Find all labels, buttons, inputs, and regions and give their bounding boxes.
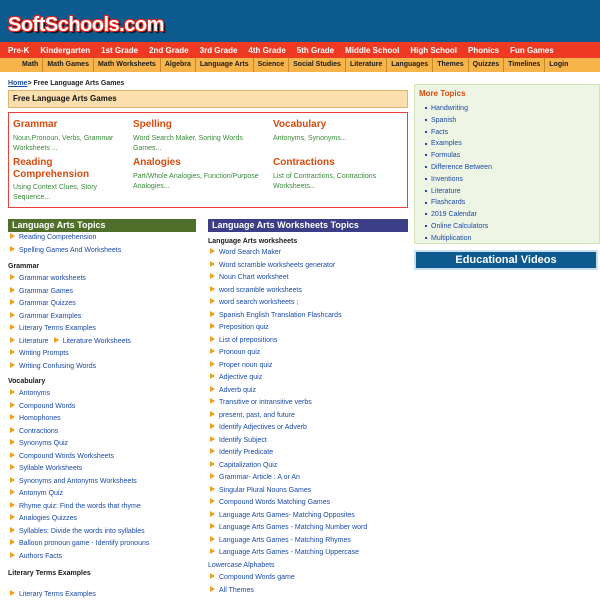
topic-link-label: Language Arts Games - Matching Rhymes: [219, 536, 351, 544]
topic-link-label: Proper noun quiz: [219, 361, 273, 369]
arrow-bullet-icon: [10, 324, 15, 330]
topic-link[interactable]: [10, 390, 50, 397]
arrow-bullet-icon: [210, 286, 215, 292]
games-cell-title[interactable]: Reading Comprehension: [13, 157, 90, 180]
nav-secondary-social-studies[interactable]: Social Studies: [289, 58, 346, 72]
topic-link-label: Adjective quiz: [219, 374, 263, 381]
topic-link[interactable]: [210, 449, 273, 456]
topic-link-label: Language Arts Games - Matching Number word: [219, 524, 368, 531]
arrow-bullet-icon: [10, 414, 15, 420]
educational-videos-banner[interactable]: Educational Videos: [414, 250, 598, 270]
topic-link-label: Literary Terms Examples: [19, 591, 96, 598]
topic-link-label: Literature: [19, 337, 49, 345]
more-topics-item[interactable]: [425, 211, 477, 218]
nav-secondary-languages[interactable]: Languages: [387, 58, 433, 72]
more-topics-item-label: Facts: [431, 128, 449, 136]
more-topics-item[interactable]: [425, 152, 460, 159]
games-cell-spelling[interactable]: [133, 119, 263, 154]
more-topics-item-label: Multiplication: [431, 234, 472, 242]
topic-link-label: Rhyme quiz: Find the words that rhyme: [19, 502, 141, 510]
more-topics-item-label: Inventions: [431, 175, 463, 183]
arrow-bullet-icon: [210, 386, 215, 392]
topic-link-label: Grammar Games: [19, 287, 74, 295]
arrow-bullet-icon: [10, 489, 15, 495]
bullet-dot-icon: [425, 143, 427, 145]
games-cell-analogies[interactable]: [133, 157, 263, 192]
nav-secondary-science[interactable]: Science: [254, 58, 289, 72]
topic-link[interactable]: [210, 324, 269, 331]
arrow-bullet-icon: [210, 298, 215, 304]
games-cell-title[interactable]: Contractions: [273, 157, 335, 168]
topic-link[interactable]: [210, 287, 302, 294]
arrow-bullet-icon: [210, 586, 215, 592]
arrow-bullet-icon: [210, 273, 215, 279]
more-topics-item[interactable]: [425, 235, 471, 242]
topic-link[interactable]: [10, 247, 121, 254]
games-cell-desc[interactable]: Word Search Maker, Sorting Words Games...: [133, 135, 243, 152]
nav-primary-middle-school[interactable]: Middle School: [345, 45, 400, 55]
bullet-dot-icon: [425, 119, 427, 121]
topic-link[interactable]: [210, 587, 254, 594]
games-cell-vocabulary[interactable]: [273, 119, 403, 144]
topic-link-label: Grammar- Article : A or An: [219, 474, 300, 481]
nav-secondary-timelines[interactable]: Timelines: [504, 58, 545, 72]
arrow-bullet-icon: [210, 361, 215, 367]
topic-link[interactable]: [10, 300, 76, 307]
topic-link-label: Compound Words Matching Games: [219, 499, 331, 506]
nav-secondary-language-arts[interactable]: Language Arts: [196, 58, 254, 72]
arrow-bullet-icon: [210, 373, 215, 379]
bullet-dot-icon: [425, 237, 427, 239]
topic-link-label: Contractions: [19, 427, 59, 435]
topic-link[interactable]: [210, 524, 367, 531]
topic-link-label: Transitive or intransitive verbs: [219, 399, 312, 406]
topic-link-label[interactable]: Literature Worksheets: [62, 337, 131, 345]
nav-secondary-quizzes[interactable]: Quizzes: [469, 58, 504, 72]
more-topics-item[interactable]: [425, 129, 448, 136]
arrow-bullet-icon: [210, 398, 215, 404]
arrow-bullet-icon: [10, 287, 15, 293]
topic-link-label: Identify Predicate: [219, 449, 274, 456]
arrow-bullet-icon: [210, 323, 215, 329]
secondary-nav: [0, 58, 600, 72]
topic-link-label: Authors Facts: [19, 552, 63, 560]
more-topics-item[interactable]: [425, 188, 461, 195]
topic-link[interactable]: [210, 549, 359, 556]
topic-link-label: List of prepositions: [219, 336, 278, 344]
games-cell-grammar[interactable]: [13, 119, 131, 154]
topic-link[interactable]: [10, 403, 75, 410]
topic-link-label: Grammar Quizzes: [19, 300, 76, 307]
topic-link-label: Grammar Examples: [19, 312, 82, 320]
topic-link-label: Compound Words Worksheets: [19, 452, 115, 460]
worksheets-topics-header: Language Arts Worksheets Topics: [208, 219, 408, 232]
nav-secondary-math[interactable]: Math: [18, 58, 43, 72]
breadcrumb-current: Free Language Arts Games: [33, 80, 125, 87]
topic-link-label: Adverb quiz: [219, 386, 256, 394]
games-cell-desc[interactable]: Part/Whole Analogies, Function/Purpose Analogies...: [133, 173, 259, 190]
games-cell-desc[interactable]: Noun,Pronoun, Verbs, Grammar Worksheets ...: [13, 135, 114, 152]
topic-link[interactable]: [10, 338, 131, 345]
topic-link[interactable]: [210, 274, 289, 281]
topic-link[interactable]: [210, 337, 277, 344]
topic-link-label: Balloon pronoun game - Identify pronouns: [19, 540, 150, 547]
topic-link[interactable]: [10, 453, 114, 460]
topic-link[interactable]: [210, 399, 312, 406]
topic-link[interactable]: [210, 349, 260, 356]
more-topics-item[interactable]: [425, 223, 488, 230]
arrow-bullet-icon: [10, 552, 15, 558]
arrow-bullet-icon: [10, 439, 15, 445]
arrow-bullet-icon: [10, 337, 15, 343]
topic-link[interactable]: [210, 412, 295, 419]
topic-link[interactable]: [10, 465, 82, 472]
topic-link[interactable]: [10, 478, 137, 485]
topic-link[interactable]: [10, 313, 81, 320]
games-cell-title[interactable]: Analogies: [133, 157, 181, 168]
arrow-bullet-icon: [10, 590, 15, 596]
topic-link-label: Noun Chart worksheet: [219, 274, 289, 281]
arrow-bullet-icon: [10, 427, 15, 433]
breadcrumb-home-link[interactable]: Home: [8, 80, 28, 87]
games-header: Free Language Arts Games: [8, 90, 408, 108]
topic-link-wrap[interactable]: Lowercase Alphabets: [208, 561, 275, 569]
nav-primary-fun-games[interactable]: Fun Games: [510, 45, 554, 55]
topic-link[interactable]: [10, 553, 62, 560]
more-topics-item-label: Handwriting: [431, 105, 468, 112]
more-topics-item-label: Online Calculators: [431, 223, 489, 230]
nav-primary-1st-grade[interactable]: 1st Grade: [101, 45, 139, 55]
topic-link[interactable]: [10, 591, 96, 598]
arrow-bullet-icon: [210, 448, 215, 454]
topic-link[interactable]: [10, 350, 69, 357]
topic-link[interactable]: [210, 474, 300, 481]
more-topics-item[interactable]: [425, 117, 456, 124]
bullet-dot-icon: [425, 178, 427, 180]
topic-link-label: Identify Adjectives or Adverb: [219, 424, 307, 431]
arrow-bullet-icon: [10, 299, 15, 305]
topic-link-label: Synonyms Quiz: [19, 440, 69, 447]
more-topics-title: More Topics: [419, 89, 466, 98]
topic-link[interactable]: [210, 424, 307, 431]
arrow-bullet-icon: [10, 274, 15, 280]
topic-link-label: Analogies Quizzes: [19, 515, 77, 522]
more-topics-item-label: 2019 Calendar: [431, 211, 477, 219]
more-topics-item-label: Literature: [431, 187, 461, 195]
nav-primary-4th-grade[interactable]: 4th Grade: [248, 45, 286, 55]
topic-link-label: All Themes: [219, 586, 254, 594]
arrow-bullet-icon: [10, 502, 15, 508]
nav-primary-kindergarten[interactable]: Kindergarten: [40, 45, 91, 55]
topic-link[interactable]: [10, 325, 96, 332]
topic-link-label: Word Search Maker: [219, 249, 282, 256]
topic-link[interactable]: [210, 387, 256, 394]
topic-link-label: Preposition quiz: [219, 324, 269, 331]
topic-link[interactable]: [10, 415, 61, 422]
topic-link[interactable]: [210, 374, 262, 381]
games-cell-title[interactable]: Grammar: [13, 119, 58, 130]
arrow-bullet-icon: [210, 311, 215, 317]
topic-link-label: Grammar worksheets: [19, 275, 86, 282]
topic-link[interactable]: [210, 574, 295, 581]
arrow-bullet-icon: [210, 548, 215, 554]
arrow-bullet-icon: [210, 423, 215, 429]
nav-primary-high-school[interactable]: High School: [410, 45, 458, 55]
nav-secondary-literature[interactable]: Literature: [346, 58, 387, 72]
topic-link-label: Syllable Worksheets: [19, 465, 83, 472]
topic-link[interactable]: [10, 428, 58, 435]
topic-link-label: Compound Words game: [219, 574, 295, 581]
arrow-bullet-icon: [10, 349, 15, 355]
grammar-heading: Grammar: [8, 263, 40, 270]
more-topics-item-label: Difference Between: [431, 164, 492, 171]
arrow-bullet-icon: [10, 464, 15, 470]
topic-link[interactable]: [210, 249, 281, 256]
site-logo[interactable]: SoftSchools.com: [8, 14, 164, 36]
more-topics-panel: [414, 84, 600, 244]
nav-primary-5th-grade[interactable]: 5th Grade: [296, 45, 335, 55]
topic-link[interactable]: [10, 234, 96, 241]
more-topics-item-label: Examples: [431, 140, 462, 148]
nav-primary-phonics[interactable]: Phonics: [468, 45, 500, 55]
arrow-bullet-icon: [210, 336, 215, 342]
nav-primary-pre-k[interactable]: Pre-K: [8, 45, 30, 55]
nav-secondary-algebra[interactable]: Algebra: [161, 58, 196, 72]
bullet-dot-icon: [425, 107, 427, 109]
arrow-bullet-icon: [210, 536, 215, 542]
topic-link-label: Antonyms: [19, 390, 51, 397]
bullet-dot-icon: [425, 225, 427, 227]
more-topics-item[interactable]: [425, 176, 463, 183]
arrow-bullet-icon: [10, 514, 15, 520]
arrow-bullet-icon: [10, 362, 15, 368]
bullet-dot-icon: [425, 131, 427, 133]
topic-link-label: Pronoun quiz: [219, 349, 261, 356]
arrow-bullet-icon: [10, 233, 15, 239]
nav-primary-2nd-grade[interactable]: 2nd Grade: [149, 45, 189, 55]
topic-link-label: Capitalization Quiz: [219, 461, 278, 469]
games-cell-contractions[interactable]: [273, 157, 403, 192]
bullet-dot-icon: [425, 154, 427, 156]
arrow-bullet-icon: [10, 246, 15, 252]
topic-link[interactable]: [210, 437, 267, 444]
arrow-bullet-icon: [210, 573, 215, 579]
arrow-bullet-icon: [10, 539, 15, 545]
arrow-bullet-icon: [210, 261, 215, 267]
arrow-bullet-icon: [210, 523, 215, 529]
topic-link[interactable]: [210, 262, 335, 269]
topic-link-label: present, past, and future: [219, 411, 295, 419]
topic-link-label: word scramble worksheets: [219, 286, 302, 294]
topic-link-label: Language Arts Games - Matching Uppercase: [219, 549, 360, 556]
topic-link-label: Writing Prompts: [19, 350, 69, 357]
topic-link-label: Spelling Games And Worksheets: [19, 246, 122, 254]
topic-link-label: Language Arts Games- Matching Opposites: [219, 511, 355, 519]
games-cell-desc[interactable]: List of Contractions, Contractions Worksheets...: [273, 173, 377, 190]
games-cell-desc[interactable]: Using Context Clues, Story Sequence...: [13, 184, 98, 201]
topic-link-label: Antonym Quiz: [19, 490, 63, 497]
arrow-bullet-icon: [10, 477, 15, 483]
topic-link-label: Writing Confusing Words: [19, 362, 97, 370]
topic-link-label: word search worksheets ;: [219, 299, 299, 306]
arrow-bullet-icon: [10, 312, 15, 318]
more-topics-item-label: Spanish: [431, 116, 457, 124]
topic-link[interactable]: [10, 503, 141, 510]
games-cell-desc[interactable]: Antonyms, Synonyms...: [273, 135, 347, 142]
topic-link[interactable]: [10, 363, 96, 370]
topic-link[interactable]: [210, 362, 272, 369]
arrow-bullet-icon: [10, 389, 15, 395]
topic-link-label: Literary Terms Examples: [19, 325, 96, 332]
bullet-dot-icon: [425, 202, 427, 204]
topic-link[interactable]: [10, 440, 68, 447]
topic-link[interactable]: [10, 288, 73, 295]
nav-secondary-math-worksheets[interactable]: Math Worksheets: [94, 58, 161, 72]
more-topics-item[interactable]: [425, 164, 492, 171]
bullet-dot-icon: [425, 166, 427, 168]
arrow-bullet-icon: [210, 461, 215, 467]
arrow-bullet-icon: [210, 511, 215, 517]
games-cell-title[interactable]: Vocabulary: [273, 119, 327, 130]
topic-link-label: Synonyms and Antonyms Worksheets: [19, 477, 137, 485]
nav-secondary-math-games[interactable]: Math Games: [43, 58, 94, 72]
bullet-dot-icon: [425, 213, 427, 215]
arrow-bullet-icon: [210, 248, 215, 254]
more-topics-item-label: Formulas: [431, 152, 461, 160]
more-topics-item[interactable]: [425, 140, 462, 147]
topic-link[interactable]: [10, 275, 86, 282]
topic-link-label: Word scramble worksheets generator: [219, 261, 336, 269]
nav-secondary-themes[interactable]: Themes: [433, 58, 468, 72]
topic-link-label: Homophones: [19, 415, 61, 422]
games-cell-title[interactable]: Spelling: [133, 119, 172, 130]
topic-link[interactable]: [10, 528, 145, 535]
games-grid: [8, 112, 408, 208]
language-arts-topics-header: Language Arts Topics: [8, 219, 196, 232]
topic-link-label: Spanish English Translation Flashcards: [219, 311, 342, 319]
arrow-bullet-icon: [210, 348, 215, 354]
primary-nav: [0, 42, 600, 58]
topic-link[interactable]: [210, 487, 311, 494]
arrow-bullet-icon: [210, 411, 215, 417]
topic-link-label: Reading Comprehension: [19, 234, 97, 241]
arrow-bullet-icon: [210, 498, 215, 504]
topic-link[interactable]: [210, 499, 330, 506]
topic-link[interactable]: [210, 299, 298, 306]
topic-link[interactable]: [10, 515, 77, 522]
vocabulary-heading: Vocabulary: [8, 378, 46, 385]
worksheets-subheading: Language Arts worksheets: [208, 238, 298, 245]
topic-link-label: Identify Subject: [219, 436, 267, 444]
nav-secondary-login[interactable]: Login: [549, 61, 569, 68]
topic-link-label: Singular Plural Nouns Games: [219, 486, 312, 494]
more-topics-item[interactable]: [425, 105, 468, 112]
games-cell-reading[interactable]: [13, 157, 125, 203]
arrow-bullet-icon: [10, 402, 15, 408]
arrow-bullet-icon: [10, 452, 15, 458]
topic-link[interactable]: [210, 512, 355, 519]
topic-link[interactable]: [210, 462, 277, 469]
topic-link-label: Compound Words: [19, 402, 76, 410]
more-topics-item[interactable]: [425, 199, 465, 206]
nav-primary-3rd-grade[interactable]: 3rd Grade: [199, 45, 238, 55]
more-topics-item-label: Flashcards: [431, 199, 466, 207]
arrow-bullet-icon: [10, 527, 15, 533]
topic-link-label: Syllables: Divide the words into syllables: [19, 527, 145, 535]
arrow-bullet-icon: [210, 486, 215, 492]
breadcrumb: Home> Free Language Arts Games: [8, 80, 125, 87]
arrow-bullet-icon: [210, 436, 215, 442]
topic-link[interactable]: [10, 540, 149, 547]
arrow-bullet-icon: [54, 337, 59, 343]
topic-link[interactable]: [210, 312, 342, 319]
topic-link[interactable]: [210, 537, 351, 544]
topic-link[interactable]: [10, 490, 63, 497]
arrow-bullet-icon: [210, 473, 215, 479]
literary-terms-heading: Literary Terms Examples: [8, 570, 91, 577]
bullet-dot-icon: [425, 190, 427, 192]
